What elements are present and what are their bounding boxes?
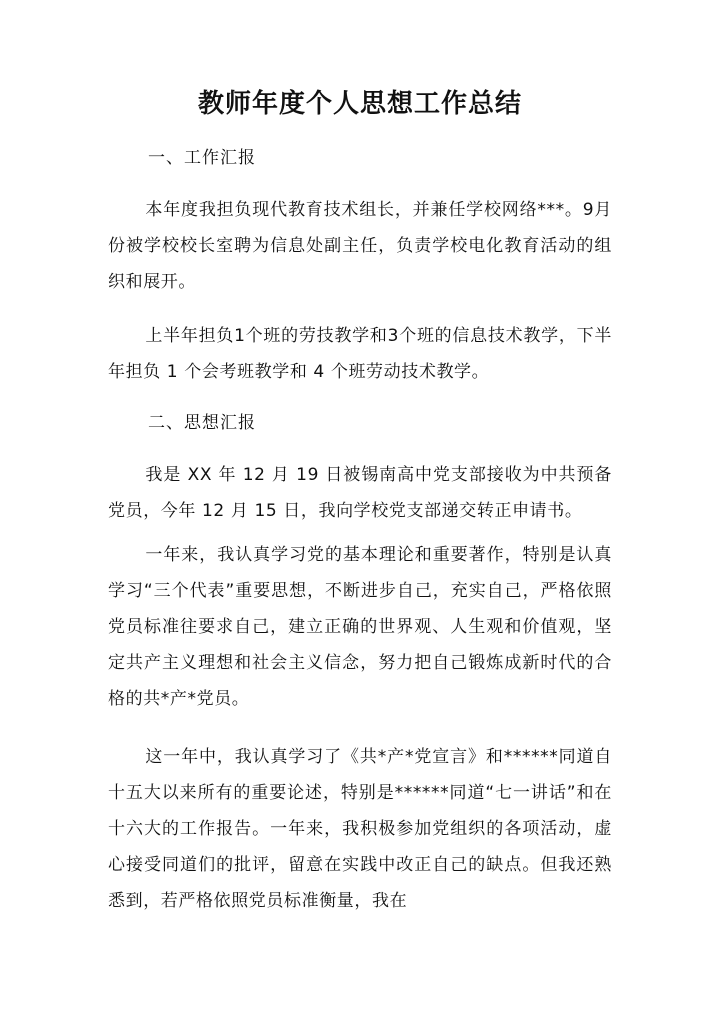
paragraph-study-theory: 一年来，我认真学习党的基本理论和重要著作，特别是认真学习“三个代表”重要思想，不断进步自己，充实自己，严格依照党员标准往要求自己，建立正确的世界观、人生观和价值观，坚定共产主义理想和社会主义信念，努力把自己锻炼成新时代的合格的共*产*党员。 (108, 545, 612, 709)
section-heading-thought-report: 二、思想汇报 (148, 413, 256, 433)
paragraph-study-documents: 这一年中，我认真学习了《共*产*党宣言》和******同道自十五大以来所有的重要论述，特别是******同道“七一讲话”和在十六大的工作报告。一年来，我积极参加党组织的各项活动，虚心接受同道们的批评，留意在实践中改正自己的缺点。但我还熟悉到，若严格依照党员标准衡量，我在 (108, 747, 612, 911)
paragraph-work-role: 本年度我担负现代教育技术组长，并兼任学校网络***。9月份被学校校长室聘为信息处副主任，负责学校电化教育活动的组织和展开。 (108, 200, 612, 292)
paragraph-teaching-load: 上半年担负1个班的劳技教学和3个班的信息技术教学，下半年担负 1 个会考班教学和 4 个班劳动技术教学。 (108, 326, 612, 382)
paragraph-party-membership: 我是 XX 年 12 月 19 日被锡南高中党支部接收为中共预备党员，今年 12 月 15 日，我向学校党支部递交转正申请书。 (108, 465, 612, 521)
document-title: 教师年度个人思想工作总结 (197, 89, 522, 119)
section-heading-work-report: 一、工作汇报 (148, 148, 256, 168)
